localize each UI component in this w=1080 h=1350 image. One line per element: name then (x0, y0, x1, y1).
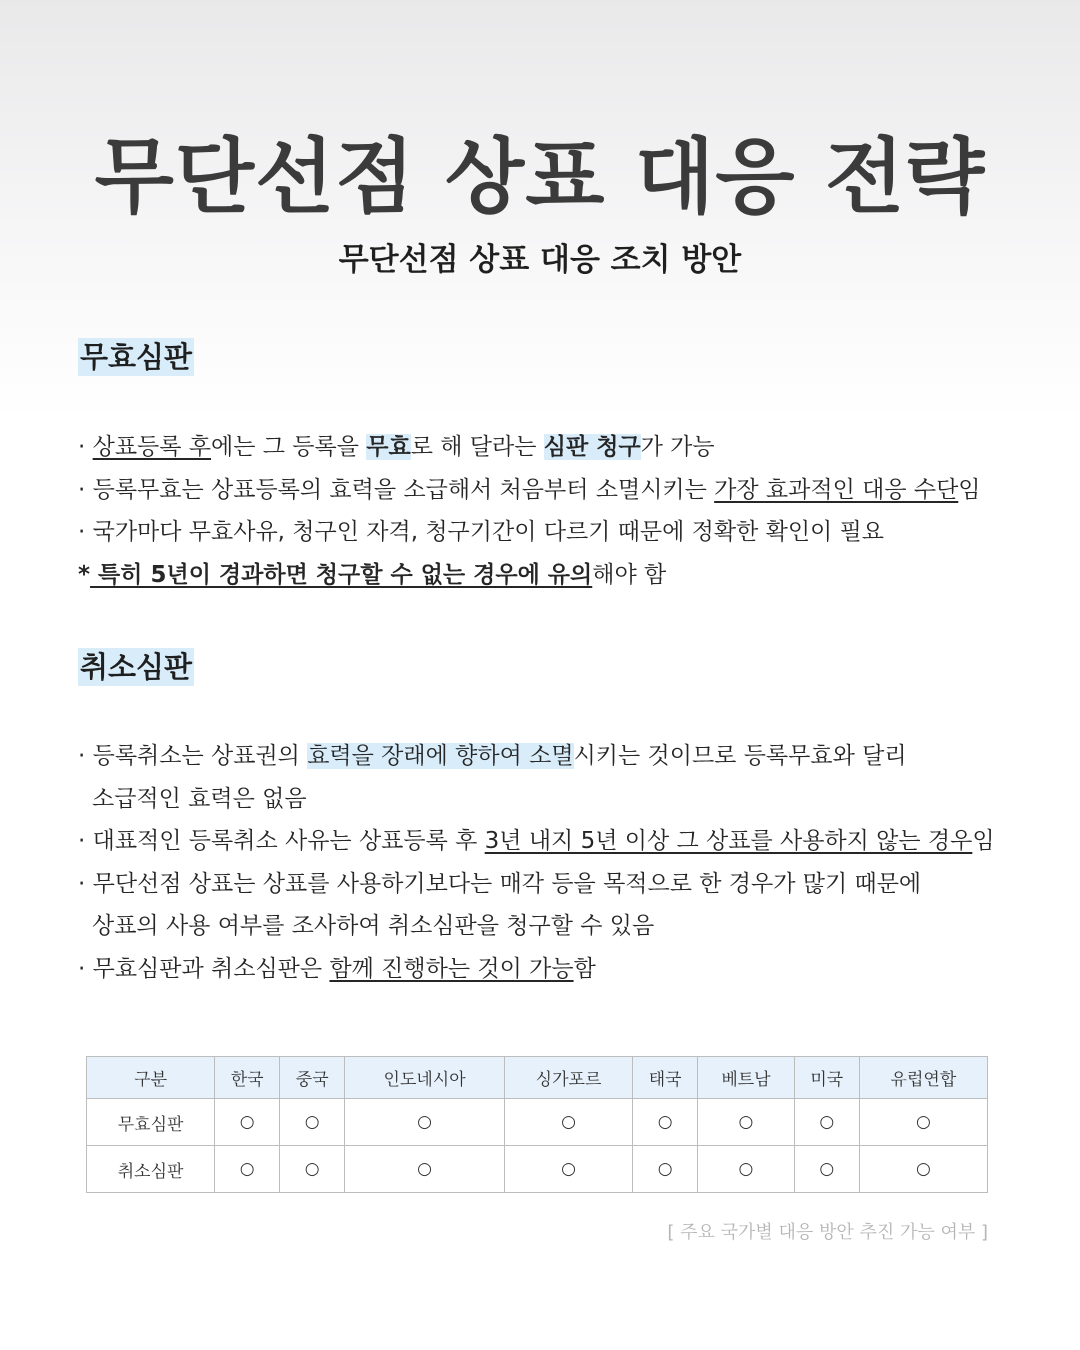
list-item (78, 735, 995, 778)
text: · 등록취소는 상표권의 (78, 743, 308, 769)
underlined-text: 특히 5년이 경과하면 청구할 수 없는 경우에 유의 (90, 561, 593, 588)
text: 가 가능 (640, 434, 715, 460)
list-item (78, 778, 995, 821)
text: · 무단선점 상표는 상표를 사용하기보다는 매각 등을 목적으로 한 경우가 많기 때문에 (78, 870, 922, 897)
table-cell: ○ (794, 1099, 859, 1146)
list-item (78, 820, 995, 863)
text: 소급적인 효력은 없음 (92, 785, 307, 812)
underlined-text: 상표등록 후 (92, 434, 212, 460)
table-row (87, 1099, 988, 1146)
section-heading-cancellation: 취소심판 (80, 650, 193, 684)
table-cell: ○ (794, 1146, 859, 1193)
table-cell: ○ (345, 1099, 505, 1146)
column-header: 베트남 (698, 1057, 795, 1099)
text: 임 (958, 476, 981, 503)
text: 로 해 달라는 (410, 434, 544, 460)
table-cell: ○ (633, 1099, 698, 1146)
cancellation-list (78, 735, 995, 990)
page-title: 무단선점 상표 대응 전략 (94, 130, 986, 225)
column-header: 인도네시아 (345, 1057, 505, 1099)
list-item (78, 863, 995, 906)
highlighted-text: 효력을 장래에 향하여 소멸 (307, 743, 574, 769)
column-header: 미국 (794, 1057, 859, 1099)
text: 시키는 것이므로 등록무효와 달리 (573, 743, 907, 769)
table-row (87, 1146, 988, 1193)
list-item (78, 426, 981, 469)
country-availability-table (86, 1056, 988, 1193)
bullet: · (78, 434, 93, 460)
text: 함 (573, 955, 596, 982)
table-cell: ○ (215, 1146, 280, 1193)
row-header: 취소심판 (87, 1146, 215, 1193)
table-cell: ○ (504, 1146, 632, 1193)
table-cell: ○ (698, 1146, 795, 1193)
list-item (78, 948, 995, 991)
table-cell: ○ (215, 1099, 280, 1146)
text: · 대표적인 등록취소 사유는 상표등록 후 (78, 828, 485, 854)
table-cell: ○ (345, 1146, 505, 1193)
row-header: 무효심판 (87, 1099, 215, 1146)
underlined-text: 3년 내지 5년 이상 그 상표를 사용하지 않는 경우 (484, 828, 973, 854)
column-header: 구분 (87, 1057, 215, 1099)
table-caption: [ 주요 국가별 대응 방안 추진 가능 여부 ] (667, 1222, 988, 1243)
column-header: 중국 (280, 1057, 345, 1099)
table-cell: ○ (504, 1099, 632, 1146)
table-header-row (87, 1057, 988, 1099)
text: 임 (972, 828, 995, 854)
text: · 등록무효는 상표등록의 효력을 소급해서 처음부터 소멸시키는 (78, 476, 715, 503)
text: · 국가마다 무효사유, 청구인 자격, 청구기간이 다르기 때문에 정확한 확인이 필요 (78, 519, 885, 545)
table-cell: ○ (698, 1099, 795, 1146)
asterisk: * (78, 561, 91, 588)
table-cell: ○ (280, 1146, 345, 1193)
list-item (78, 905, 995, 948)
table-cell: ○ (633, 1146, 698, 1193)
column-header: 한국 (215, 1057, 280, 1099)
table-cell: ○ (280, 1099, 345, 1146)
list-item (78, 511, 981, 554)
table-cell: ○ (859, 1099, 987, 1146)
table-cell: ○ (859, 1146, 987, 1193)
text: 해야 함 (592, 561, 667, 588)
page-subtitle: 무단선점 상표 대응 조치 방안 (338, 242, 742, 278)
underlined-text: 가장 효과적인 대응 수단 (714, 476, 959, 503)
invalidation-list (78, 426, 981, 596)
column-header: 유럽연합 (859, 1057, 987, 1099)
section-heading-invalidation: 무효심판 (80, 340, 193, 374)
list-item (78, 554, 981, 597)
column-header: 싱가포르 (504, 1057, 632, 1099)
text: · 무효심판과 취소심판은 (78, 955, 330, 982)
highlighted-text: 무효 (366, 434, 411, 460)
highlighted-text: 심판 청구 (543, 434, 641, 460)
column-header: 태국 (633, 1057, 698, 1099)
list-item (78, 469, 981, 512)
text: 상표의 사용 여부를 조사하여 취소심판을 청구할 수 있음 (92, 913, 655, 939)
text: 에는 그 등록을 (211, 434, 367, 460)
underlined-text: 함께 진행하는 것이 가능 (329, 955, 574, 982)
